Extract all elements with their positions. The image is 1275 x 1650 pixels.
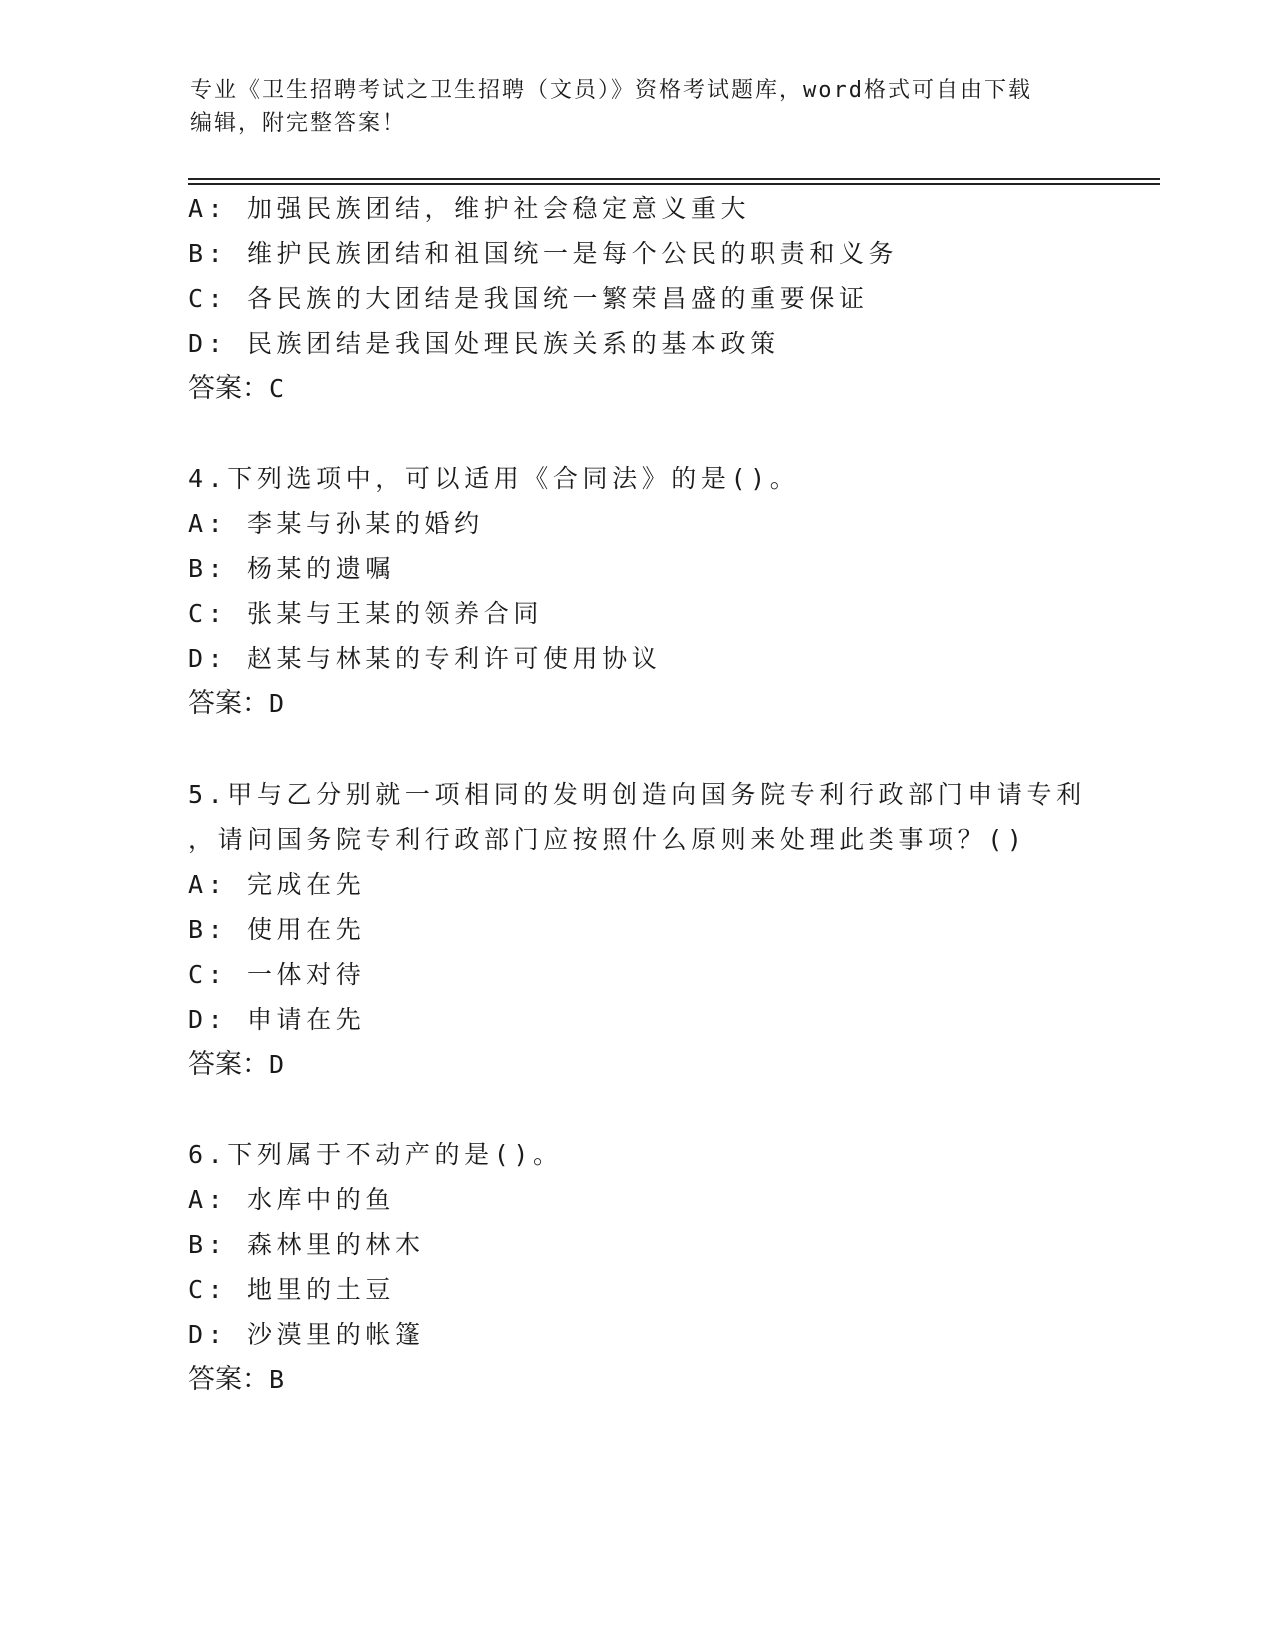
option-d: D: 赵某与林某的专利许可使用协议 [188, 644, 662, 673]
option-c: C: 张某与王某的领养合同 [188, 599, 543, 628]
answer-value: B [269, 1365, 285, 1394]
question-text: 4.下列选项中，可以适用《合同法》的是()。 [188, 464, 800, 493]
question-text: 6.下列属于不动产的是()。 [188, 1140, 563, 1169]
option-a: A: 李某与孙某的婚约 [188, 509, 484, 538]
header-line-1: 专业《卫生招聘考试之卫生招聘（文员）》资格考试题库，word格式可自由下载 [190, 78, 1032, 103]
answer-label: 答案： [188, 1049, 269, 1080]
option-c: C: 地里的土豆 [188, 1275, 395, 1304]
answer [188, 373, 284, 405]
header-divider-bottom [188, 183, 1160, 185]
answer [188, 1364, 284, 1396]
option-a: A: 加强民族团结，维护社会稳定意义重大 [188, 194, 751, 223]
question-text-line-2: ，请问国务院专利行政部门应按照什么原则来处理此类事项？() [188, 825, 1027, 854]
question-text-line-1: 5.甲与乙分别就一项相同的发明创造向国务院专利行政部门申请专利 [188, 780, 1086, 809]
option-c: C: 一体对待 [188, 960, 366, 989]
option-a: A: 水库中的鱼 [188, 1185, 395, 1214]
answer-label: 答案： [188, 688, 269, 719]
answer-value: D [269, 1050, 285, 1079]
option-b: B: 杨某的遗嘱 [188, 554, 395, 583]
answer [188, 1049, 284, 1081]
option-d: D: 申请在先 [188, 1005, 366, 1034]
option-a: A: 完成在先 [188, 870, 366, 899]
answer-value: D [269, 689, 285, 718]
option-d: D: 民族团结是我国处理民族关系的基本政策 [188, 329, 780, 358]
header-line-2: 编辑，附完整答案！ [190, 111, 407, 136]
answer-value: C [269, 374, 285, 403]
answer [188, 688, 284, 720]
document-header [190, 74, 1090, 140]
option-b: B: 维护民族团结和祖国统一是每个公民的职责和义务 [188, 239, 899, 268]
answer-label: 答案： [188, 373, 269, 404]
option-d: D: 沙漠里的帐篷 [188, 1320, 425, 1349]
option-b: B: 森林里的林木 [188, 1230, 425, 1259]
header-divider-top [188, 178, 1160, 180]
option-b: B: 使用在先 [188, 915, 366, 944]
answer-label: 答案： [188, 1364, 269, 1395]
option-c: C: 各民族的大团结是我国统一繁荣昌盛的重要保证 [188, 284, 869, 313]
